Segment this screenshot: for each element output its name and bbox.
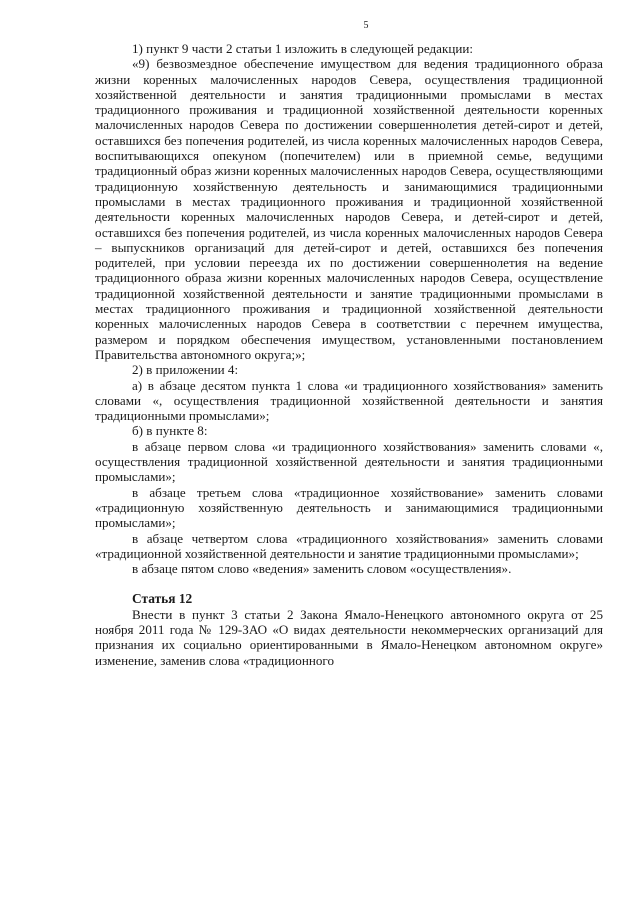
amendment-paragraph-third: в абзаце третьем слова «традиционное хозяйствование» заменить словами «традиционную хозяйственную деятельность и занимающимися традиционными промыслами»;: [95, 484, 603, 531]
article-body: Внести в пункт 3 статьи 2 Закона Ямало-Ненецкого автономного округа от 25 ноября 2011 года № 129-ЗАО «О видах деятельности некоммерческих организаций для признания их социально ориентированными в Ямало-Ненецком автономном округе» изменение, заменив слова «традиционного: [95, 606, 603, 668]
amendment-paragraph-fourth: в абзаце четвертом слова «традиционного хозяйствования» заменить словами «традиционной хозяйственной деятельности и занятие традиционными промыслами»;: [95, 530, 603, 561]
article-heading: Статья 12: [132, 591, 193, 607]
amendment-subitem-a: а) в абзаце десятом пункта 1 слова «и традиционного хозяйствования» заменить словами «, осуществления традиционной хозяйственной деятельности и занятия традиционными промыслами»;: [95, 377, 603, 424]
page-number: 5: [363, 20, 369, 31]
amendment-item-1: 1) пункт 9 части 2 статьи 1 изложить в следующей редакции:: [132, 41, 473, 56]
amendment-item-2: 2) в приложении 4:: [132, 362, 239, 378]
amendment-subitem-b: б) в пункте 8:: [132, 423, 208, 439]
document-page: [95, 20, 603, 668]
amendment-paragraph-first: в абзаце первом слова «и традиционного хозяйствования» заменить словами «, осуществления традиционной хозяйственной деятельности и занятия традиционными промыслами»;: [95, 438, 603, 485]
amendment-text-item-9: «9) безвозмездное обеспечение имуществом для ведения традиционного образа жизни коренных малочисленных народов Севера, осуществления традиционной хозяйственной деятельности и занятия традиционными промыслами в местах традиционного проживания и традиционной хозяйственной деятельности коренных малочисленных народов Севера по достижении совершеннолетия детей-сирот и детей, оставшихся без попечения родителей, из числа коренных малочисленных народов Севера, воспитывающихся опекуном (попечителем) или в приемной семье, ведущими традиционный образ жизни коренных малочисленных народов Севера, осуществляющими традиционную хозяйственную деятельность и занимающимися традиционными промыслами в местах традиционного проживания и традиционной хозяйственной деятельности коренных малочисленных народов Севера, и детей-сирот и детей, оставшихся без попечения родителей, из числа коренных малочисленных народов Севера – выпускников организаций для детей-сирот и детей, оставшихся без попечения родителей, при условии переезда их по достижении совершеннолетия на ведение традиционного образа жизни коренных малочисленных народов Севера, осуществление традиционной хозяйственной деятельности и занятие традиционными промыслами в местах традиционного проживания и традиционной хозяйственной деятельности коренных малочисленных народов Севера в соответствии с перечнем имущества, размером и порядком обеспечения имуществом, установленными постановлением Правительства автономного округа;»;: [95, 56, 603, 362]
amendment-paragraph-fifth: в абзаце пятом слово «ведения» заменить словом «осуществления».: [132, 561, 512, 577]
